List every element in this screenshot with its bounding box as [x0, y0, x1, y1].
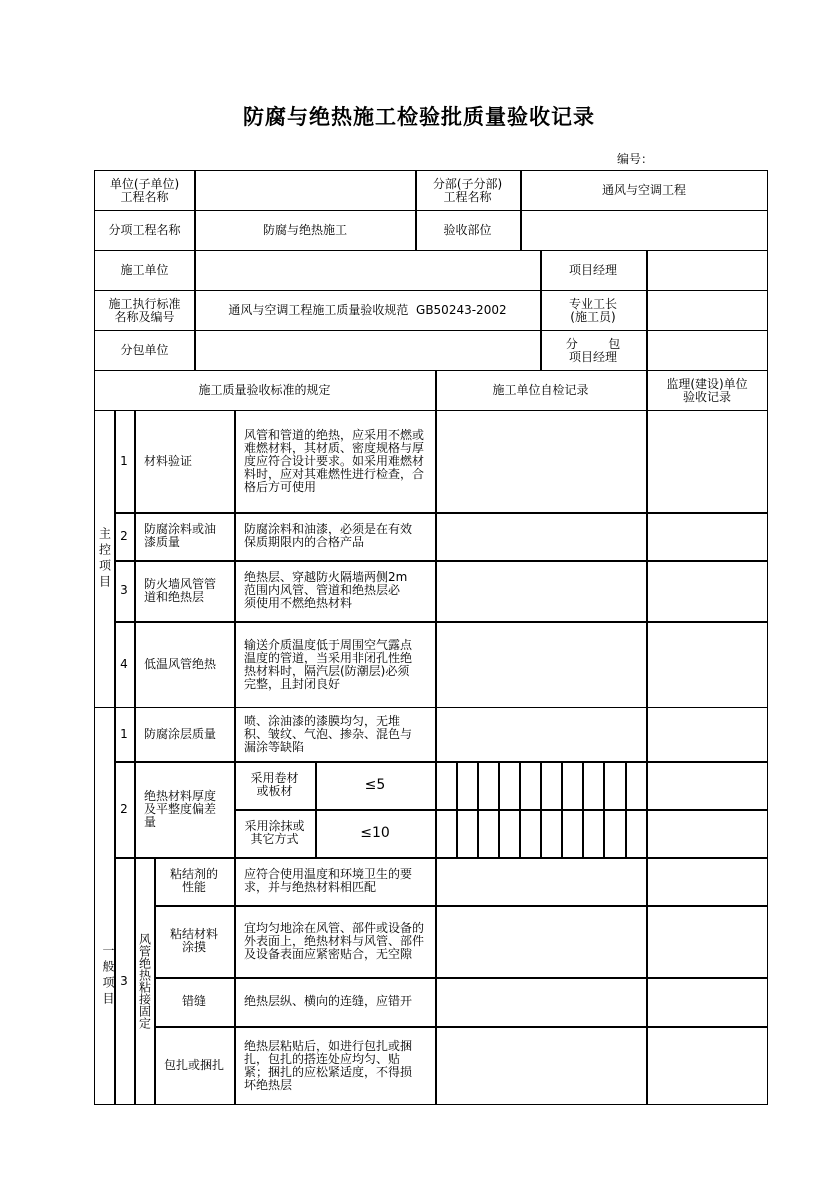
- main-row-4-name: 低温风管绝热: [144, 657, 217, 671]
- divider: [234, 410, 236, 708]
- divider: [234, 707, 236, 762]
- thickness-sub1-value: ≤5: [364, 776, 386, 793]
- item-name-value: 防腐与绝热施工: [262, 223, 347, 237]
- row3-sub2-name: 粘结材料涂摸: [169, 927, 218, 954]
- main-row-4-no: 4: [120, 657, 128, 671]
- item-name-label: 分项工程名称: [108, 223, 181, 237]
- row3-sub4-req: 绝热层粘贴后，如进行包扎或捆扎，包扎的搭连处应均匀、贴紧；捆扎的应松紧适度，不得损坏绝热层: [244, 1038, 413, 1092]
- main-row-3-name: 防火墙风管管道和绝热层: [144, 576, 217, 604]
- sub-pm-label: 分 包 项目经理: [565, 336, 621, 364]
- thickness-sub2-label: 采用涂抹或 其它方式: [244, 819, 305, 846]
- divider: [134, 410, 136, 708]
- row3-sub3-req: 绝热层纵、横向的连缝，应错开: [244, 994, 413, 1008]
- sub-part-value: 通风与空调工程: [601, 183, 686, 197]
- divider: [477, 761, 479, 858]
- general-row-2-name: 绝热材料厚度及平整度偏差量: [144, 789, 217, 829]
- construct-unit-label: 施工单位: [120, 263, 169, 277]
- construct-unit-value: [195, 250, 540, 291]
- main-row-2-req: 防腐涂料和油漆，必须是在有效保质期限内的合格产品: [244, 522, 413, 549]
- sub-pm-value: [646, 330, 768, 371]
- general-row-1-name: 防腐涂层质量: [144, 727, 217, 741]
- main-row-3-no: 3: [120, 583, 128, 597]
- col-standard: 施工质量验收标准的规定: [198, 383, 331, 397]
- accept-part-value: [520, 210, 768, 251]
- thickness-sub1-label: 采用卷材 或板材: [250, 771, 299, 798]
- foreman-value: [646, 290, 768, 331]
- divider: [435, 707, 437, 762]
- subcontract-label: 分包单位: [120, 343, 169, 357]
- divider: [435, 761, 437, 858]
- col-self-check: 施工单位自检记录: [492, 383, 589, 397]
- general-row-1-no: 1: [120, 727, 128, 741]
- col-supervision: 监理(建设)单位 验收记录: [666, 376, 748, 404]
- row3-sub2-req: 宜均匀地涂在风管、部件或设备的外表面上，绝热材料与风管、部件及设备表面应紧密贴合，无空隙: [244, 920, 425, 961]
- main-row-1-req: 风管和管道的绝热，应采用不燃或难燃材料，其材质、密度规格与厚度应符合设计要求。如采用难燃材料时，应对其难燃性进行检查，合格后方可使用: [244, 427, 425, 494]
- code-number-label: 编号：: [617, 152, 654, 166]
- divider: [456, 761, 458, 858]
- row3-sub1-req: 应符合使用温度和环境卫生的要求，并与绝热材料相匹配: [244, 867, 413, 894]
- main-row-4-req: 输送介质温度低于周围空气露点温度的管道，当采用非闭孔性绝热材料时，隔汽层(防潮层)必须完整，且封闭良好: [244, 637, 413, 691]
- divider: [625, 761, 627, 858]
- sub-part-label: 分部(子分部) 工程名称: [432, 176, 503, 204]
- unit-name-value: [195, 170, 415, 211]
- general-row-2-no: 2: [120, 802, 128, 816]
- divider: [234, 857, 236, 1105]
- divider: [435, 410, 437, 708]
- divider: [519, 761, 521, 858]
- foreman-label: 专业工长 (施工员): [568, 296, 617, 324]
- divider: [646, 410, 648, 708]
- main-row-1-no: 1: [120, 453, 128, 468]
- main-row-2-no: 2: [120, 528, 128, 543]
- divider: [540, 761, 542, 858]
- subcontract-value: [195, 330, 540, 371]
- row3-sub4-name: 包扎或捆扎: [163, 1058, 224, 1072]
- main-row-3-req: 绝热层、穿越防火隔墙两侧2m范围内风管、管道和绝热层必须使用不燃绝热材料: [244, 570, 408, 610]
- pm-label: 项目经理: [568, 263, 617, 277]
- divider: [646, 761, 648, 858]
- page-title: 防腐与绝热施工检验批质量验收记录: [243, 105, 595, 129]
- thickness-sub2-value: ≤10: [360, 824, 390, 841]
- divider: [582, 761, 584, 858]
- standard-label: 施工执行标准 名称及编号: [108, 296, 181, 324]
- accept-part-label: 验收部位: [443, 223, 492, 237]
- divider: [646, 857, 648, 1105]
- divider: [603, 761, 605, 858]
- divider: [646, 707, 648, 762]
- unit-name-label: 单位(子单位) 工程名称: [109, 176, 180, 204]
- row3-sub1-name: 粘结剂的性能: [169, 867, 218, 894]
- main-row-2-name: 防腐涂料或油漆质量: [144, 522, 217, 549]
- row3-sub3-name: 错缝: [181, 994, 206, 1008]
- general-row-3-group: 风管绝热粘接固定: [137, 933, 152, 1029]
- general-items-group-label: 一般项目: [101, 944, 115, 1008]
- general-row-3-no: 3: [120, 973, 128, 988]
- standard-value: 通风与空调工程施工质量验收规范 GB50243-2002: [228, 303, 507, 317]
- main-row-1-name: 材料验证: [144, 453, 193, 468]
- divider: [498, 761, 500, 858]
- divider: [561, 761, 563, 858]
- divider: [435, 857, 437, 1105]
- pm-value: [646, 250, 768, 291]
- main-items-group-label: 主控项目: [97, 527, 112, 591]
- general-row-1-req: 喷、涂油漆的漆膜均匀，无堆积、皱纹、气泡、掺杂、混色与漏涂等缺陷: [244, 714, 413, 754]
